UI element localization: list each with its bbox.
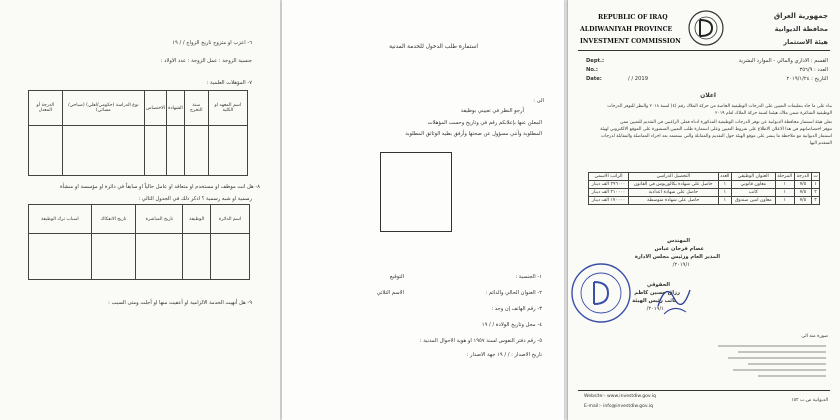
announcement-page [567,0,840,420]
signatory1-date: ٢٠١٩/١/ [672,262,690,268]
dept-label-en: Dept.: [586,58,605,64]
announcement-text-4: تتوفر اختصاصاتهم في هذا الاعلان الاطلاع على شروط التعيين وعلى استمارة طلب التعيين المنشورة على الموقع الالكتروني لهيئة [600,127,832,132]
org-name-en-3: INVESTMENT COMMISSION [580,38,681,45]
table-row [29,126,248,176]
employment-table [28,204,250,280]
advert-line: المعلن عنها بإعلانكم رقم في وتاريخ وحسب المؤهلات [427,120,542,126]
announcement-text-2: الوظيفية الشاغرة ضمن ملاك هيئتنا لسنة حركة الملاك لعام ٢٠١٩ [715,111,832,116]
announcement-heading: اعلان [700,92,716,99]
signatory2-title: الحقوقي [646,282,670,288]
signatory2-name: رزاق حسين كاظم [634,290,680,296]
dept-label-ar: القسم : الاداري والمالي - الموارد البشرية [738,58,828,64]
marital-status-line: ٦- اعزب او متزوج تاريخ الزواج / / ١٩ [172,40,252,46]
qualifications-heading: ٧- المؤهلات العلمية : [206,80,252,86]
form-page-back [0,0,280,420]
cc-heading: صورة منه الى [801,334,828,339]
announcement-text-3: تعلن هيئة استثمار محافظة الديوانية عن توفر الدرجات الوظيفية المذكورة ادناه فعلى الراغبين في التقديم للتعيين ممن [620,120,832,125]
table-row [29,234,250,280]
announcement-text-6: المتقدم اليها [809,141,832,146]
footer-address: الديوانية ص.ب ١٥٢ [791,398,828,403]
table-row: اسم الدائرة الوظيفة تاريخ المباشرة تاريخ الانفكاك اسباب ترك الوظيفة [29,205,250,234]
phone-field: ٣- رقم الهاتف إن وجد : [491,306,542,312]
full-name-label: الاسم الثلاثي [376,290,404,296]
positions-table [588,172,820,205]
id-field: ٥- رقم دفتر النفوس لسنة ١٩٥٧ او هوية الاحوال المدنية : [419,338,542,344]
signature-label: التوقيع [389,274,404,280]
address-field: ٢- العنوان الحالي والدائم : [485,290,542,296]
table-row: ٣ ٧/٥ ١ معاون امين صندوق ١ حاصل على شهادة متوسطة ١٧٠٠٠٠ الف دينار [589,197,820,205]
footer-divider [578,390,830,391]
spouse-info-line: جنسية الزوجة : عمل الزوجة : عدد الاولاد : [160,58,252,64]
signatory1-title: المهندس [667,238,690,244]
photo-box [380,152,452,232]
birth-field: ٤- محل وتاريخ الولادة / / ١٩ [481,322,542,328]
responsibility-line: المطلوبة وأنني مسؤول عن صحتها وأرفق بطيه الوثائق المطلوبة [405,131,542,137]
employment-question-2: رسمية او شبه رسمية ؟ اذكر ذلك في الجدول التالي : [138,196,252,202]
table-row: ٢ ٧/٥ ١ كاتب ١ حاصل على شهادة اعدادية ٢١٠٠٠٠ الف دينار [589,189,820,197]
request-line: أرجو النظر في تعييني بوظيفة [460,108,524,114]
nationality-field: ١- الجنسية : [515,274,542,280]
employment-question: ٨- هل انت موظف او مستخدم او متعاقد او عامل حالياً او سابقاً في دائرة او مؤسسة او منشأة [59,184,260,190]
date-value-en: / / 2019 [628,76,648,82]
announcement-text-1: بناء على ما جاء بتعليمات التعيين على الدرجات الوظيفية الخاصة من حركة الملاك رقم (٤) لسنة ٢٠١٨ والنظر للتوفر الدرجات [607,104,832,109]
org-name-ar-2: محافظة الديوانية [774,25,828,33]
footer-email: E-mail:- info@investdiw.gov.iq [584,404,653,409]
addressee-line: الى : [533,98,544,104]
issue-field: تاريخ الاصدار : / / ١٩ جهة الاصدار : [466,352,542,358]
footer-website: Website:- www.investdiw.gov.iq [584,394,656,399]
cc-list-lines [708,342,828,382]
org-name-ar-3: هيئة الاستثمار [783,38,828,46]
military-service-line: ٩- هل أنهيت الخدمة الالزامية او أعفيت منها او أجلت ومتى السبب : [108,300,252,306]
table-row: اسم المعهد او الكلية سنة التخرج الشهادة الاختصاص نوع الدراسة (حكومي/اهلي) (صباحي/مسائي) الدرجة أو المعدل [29,91,248,126]
signatory1-name: عصام فرحان عباس [654,246,704,252]
announcement-text-5: استثمار الديوانية مع ملاحظة ما ينشر على موقع الهيئة حول التقديم والمقابلة والتي ستعتمد بعد اجراء المفاضلة والمقابلة لدرجات [600,134,832,139]
signatory2-role: نائب رئيس الهيئة [632,298,676,304]
form-title: استمارة طلب الدخول للخدمة المدنية [389,44,478,50]
no-label-en: No.: [586,67,598,73]
org-name-ar-1: جمهورية العراق [773,12,828,20]
signatory2-date: ٢٠١٩/١/ [646,306,664,312]
qualifications-table [28,90,248,176]
signatory1-role: المدير العام ورئيس مجلس الادارة [634,254,720,260]
no-label-ar: العدد : ٣٥٦/٩ [799,67,828,73]
form-page-front [282,0,564,420]
commission-logo-icon [688,8,724,48]
header-divider [578,50,830,51]
date-label-ar: التاريخ : ٢٠١٩/١/٢٤ [786,76,828,82]
official-stamp-icon [570,262,632,324]
org-name-en-2: ALDIWANIYAH PROVINCE [580,26,673,33]
table-row: ١ ٧/٥ ١ معاون قانوني ١ حاصل على شهادة بكالوريوس في القانون ٢٩٦٠٠٠ الف دينار [589,181,820,189]
org-name-en-1: REPUBLIC OF IRAQ [598,14,668,21]
table-row: ت الدرجة المرحلة العنوان الوظيفي العدد التحصيل الدراسي الراتب الاسمي [589,173,820,181]
date-label-en: Date: [586,76,602,82]
